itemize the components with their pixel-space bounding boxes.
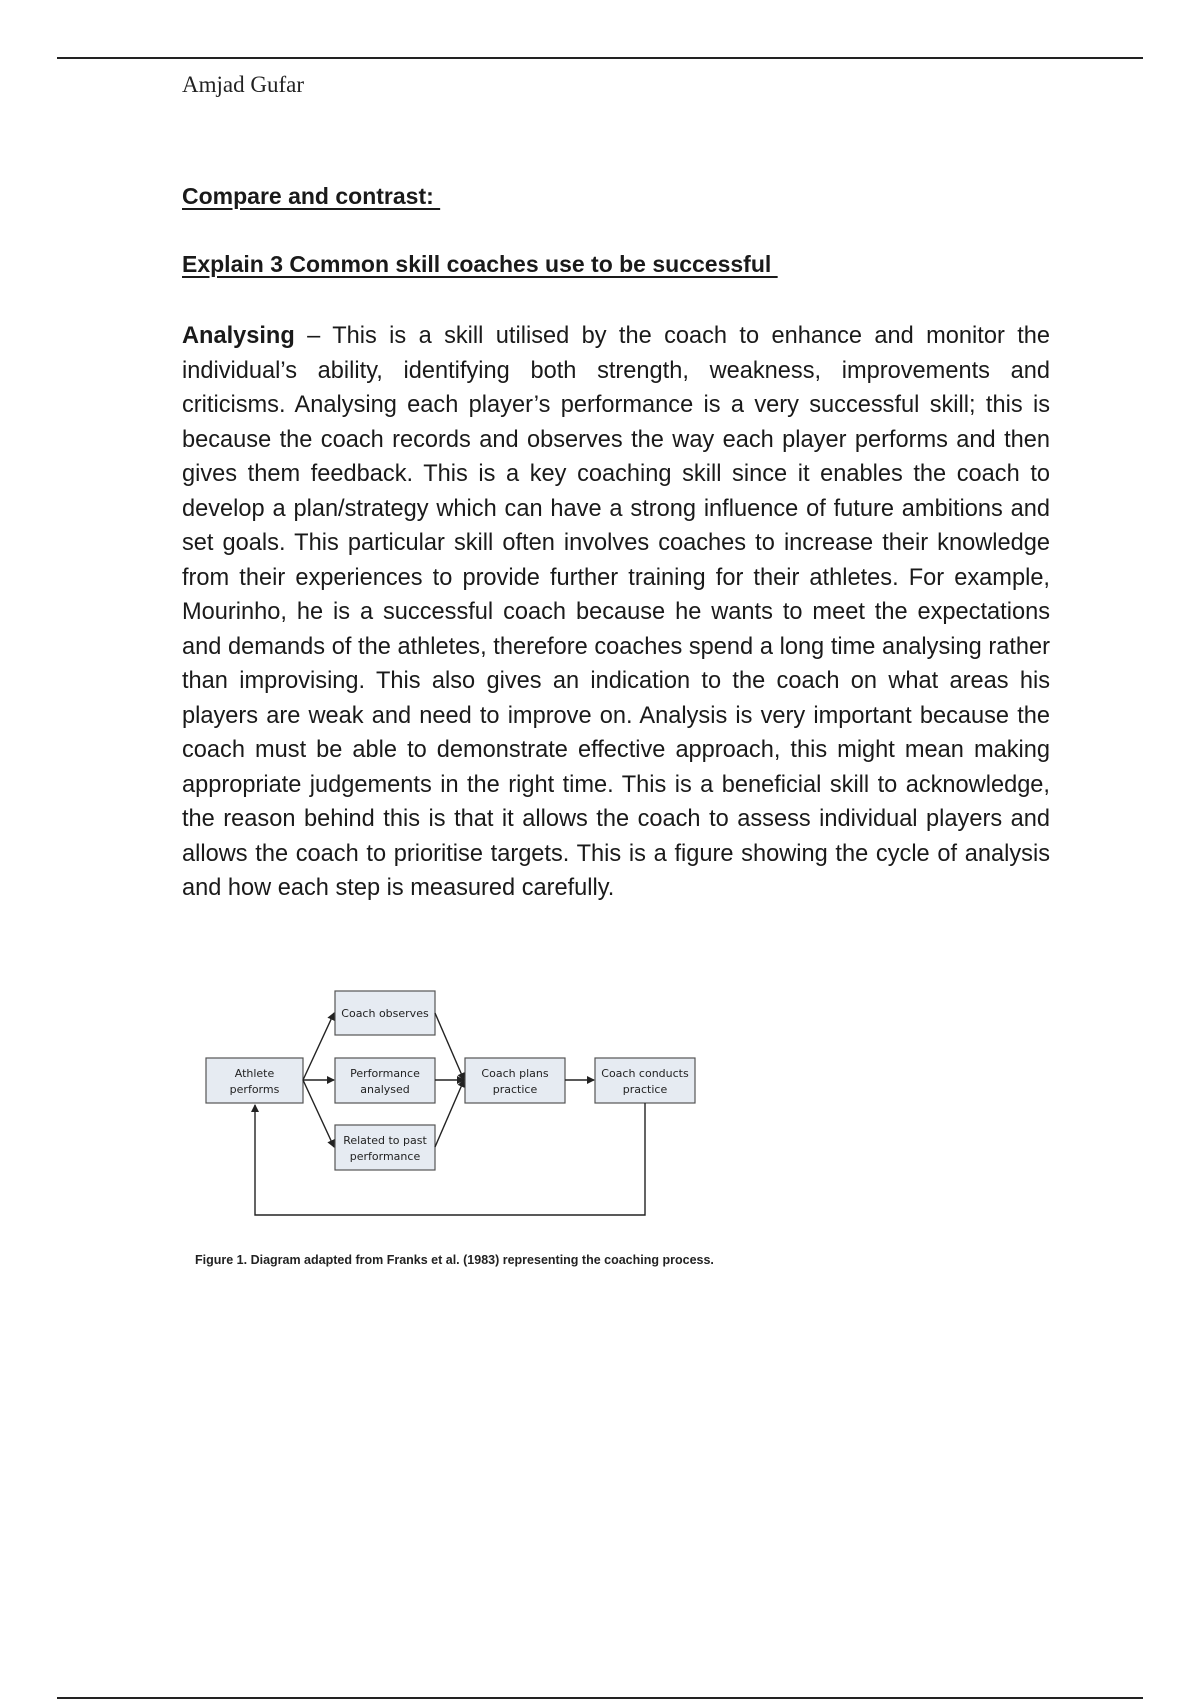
node-conducts-box <box>595 1058 695 1103</box>
node-related-line1: Related to past <box>343 1134 427 1147</box>
paragraph-text: – This is a skill utilised by the coach to enhance and monitor the individual’s ability, identifying both strength, weakness, improvements and criticisms. Analysing each player’s performance is a very successful skill; this is because the coach records and observes the way each player performs and then gives them feedback. This is a key coaching skill since it enables the coach to develop a plan/strategy which can have a strong influence of future ambitions and set goals. This particular skill often involves coaches to increase their knowledge from their experiences to provide further training for their athletes. For example, Mourinho, he is a successful coach because he wants to meet the expectations and demands of the athletes, therefore coaches spend a long time analysing rather than improvising. This also gives an indication to the coach on what areas his players are weak and need to improve on. Analysis is very important because the coach must be able to demonstrate effective approach, this might mean making appropriate judgements in the right time. This is a beneficial skill to acknowledge, the reason behind this is that it allows the coach to assess individual players and allows the coach to prioritise targets. This is a figure showing the cycle of analysis and how each step is measured carefully. <box>182 323 1050 901</box>
top-rule <box>57 57 1143 59</box>
node-conducts-line2: practice <box>622 1083 668 1096</box>
node-analysed-line1: Performance <box>350 1067 420 1080</box>
node-related-box <box>335 1125 435 1170</box>
author-name: Amjad Gufar <box>182 72 304 97</box>
node-observes-line1: Coach observes <box>341 1007 429 1020</box>
node-conducts-line1: Coach conducts <box>601 1067 689 1080</box>
body-paragraph <box>182 319 1050 906</box>
node-related-line2: performance <box>349 1150 421 1163</box>
arrow-observes-plans <box>435 1013 464 1080</box>
node-athlete-line1: Athlete <box>234 1067 275 1080</box>
node-analysed-box <box>335 1058 435 1103</box>
figure-caption: Figure 1. Diagram adapted from Franks et al. (1983) representing the coaching process. <box>195 1253 714 1267</box>
node-athlete-line2: performs <box>229 1083 280 1096</box>
node-analysed-line2: analysed <box>360 1083 410 1096</box>
node-plans-line2: practice <box>492 1083 538 1096</box>
heading-compare: Compare and contrast: <box>182 183 441 209</box>
arrow-feedback-loop <box>255 1103 645 1215</box>
heading-explain: Explain 3 Common skill coaches use to be successful <box>182 251 778 277</box>
node-plans-line1: Coach plans <box>481 1067 549 1080</box>
arrow-athlete-observes <box>303 1013 334 1080</box>
arrow-athlete-related <box>303 1080 334 1147</box>
node-plans-box <box>465 1058 565 1103</box>
arrow-related-plans <box>435 1080 464 1147</box>
diagram-svg <box>195 985 715 1255</box>
bottom-rule <box>57 1697 1143 1699</box>
node-athlete-box <box>206 1058 303 1103</box>
term-analysing: Analysing <box>182 323 295 349</box>
